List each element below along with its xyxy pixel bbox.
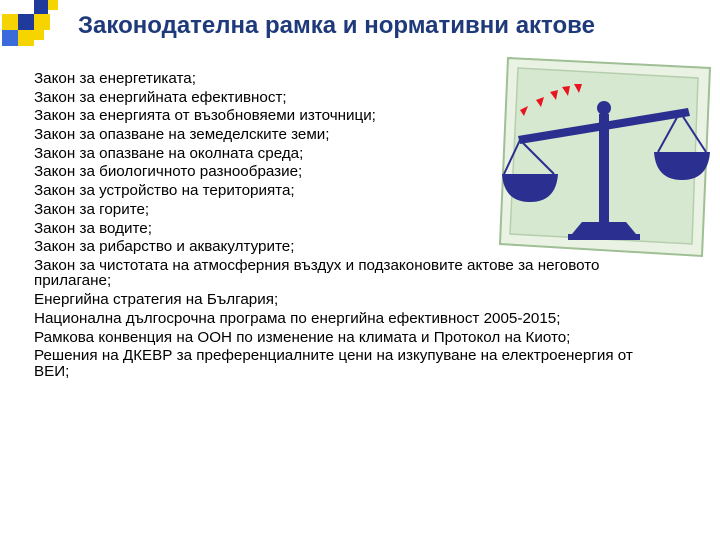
list-item: Закон за опазване на земеделските земи;: [34, 126, 330, 144]
list-item: Закон за устройство на територията;: [34, 182, 295, 200]
list-item: Закон за рибарство и аквакултурите;: [34, 238, 295, 256]
list-item: Закон за биологичното разнообразие;: [34, 163, 303, 181]
list-item: Закон за чистотата на атмосферния въздух и подзаконовите актове за неговото прилагане;: [34, 256, 600, 290]
list-item: Закон за опазване на околната среда;: [34, 144, 304, 162]
law-list: [34, 71, 654, 383]
checkered-squares-logo: [0, 0, 60, 52]
list-item: Рамкова конвенция на ООН по изменение на климата и Протокол на Киото;: [34, 328, 571, 346]
list-item: Закон за водите;: [34, 219, 152, 237]
list-item: Енергийна стратегия на България;: [34, 291, 279, 309]
list-item: Закон за енергетиката;: [34, 70, 196, 87]
slide-title: Законодателна рамка и нормативни актове: [78, 12, 595, 39]
list-item: Национална дългосрочна програма по енергийна ефективност 2005-2015;: [34, 309, 561, 327]
list-item: Закон за горите;: [34, 200, 150, 218]
list-item: Решения на ДКЕВР за преференциалните цени на изкупуване на електроенергия от ВЕИ;: [34, 347, 633, 380]
list-item: Закон за енергийната ефективност;: [34, 88, 287, 106]
list-item: Закон за енергията от възобновяеми източници;: [34, 107, 376, 125]
